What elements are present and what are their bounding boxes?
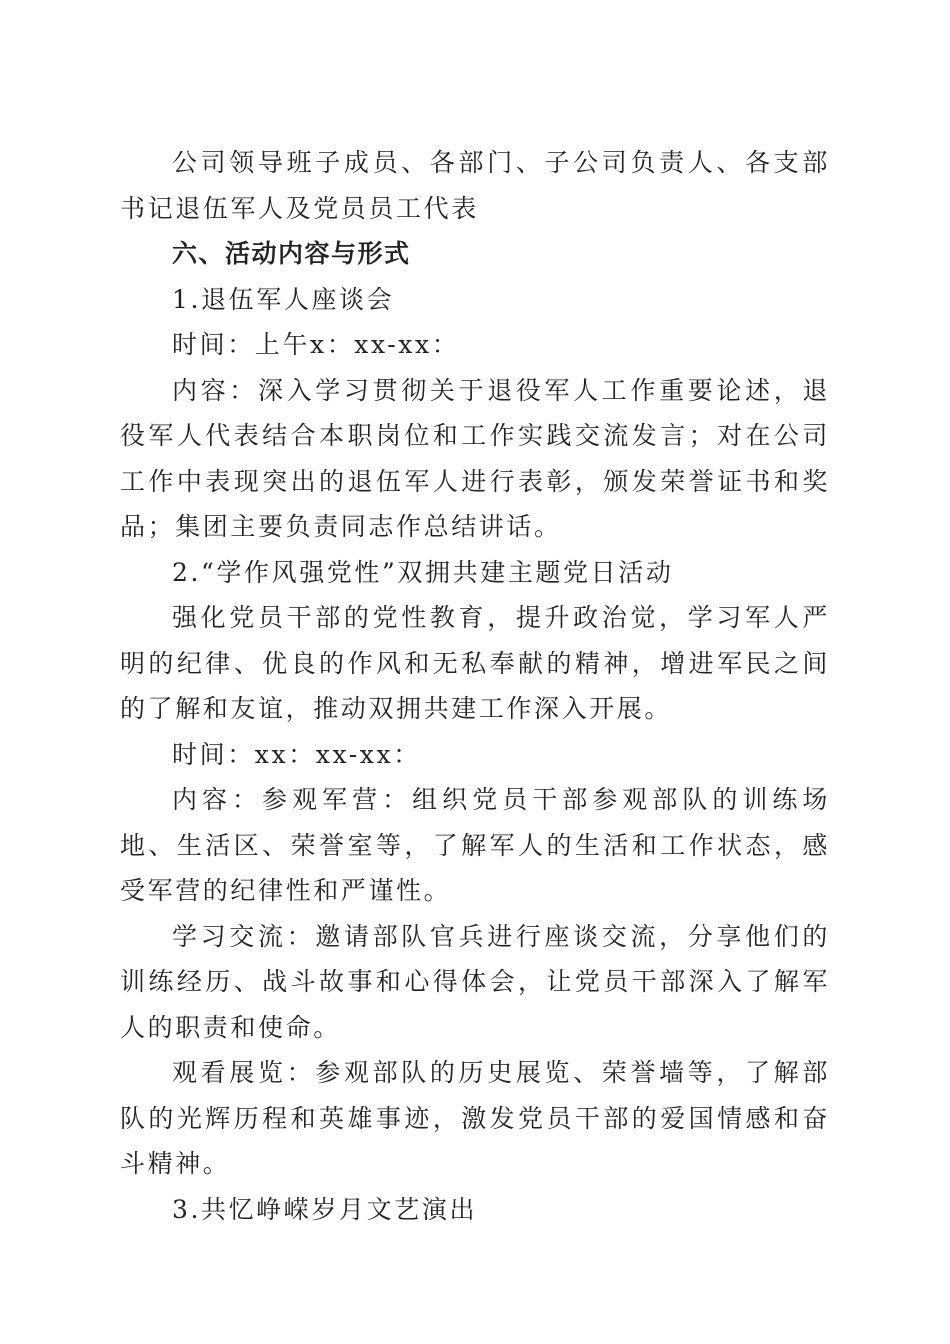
subheading-veterans-forum: 1.退伍军人座谈会	[172, 284, 395, 314]
party-day-content: 内容：参观军营：组织党员干部参观部队的训练场地、生活区、荣誉室等，了解军人的生活和工作状态，感受军营的纪律性和严谨性。	[120, 785, 830, 905]
party-day-time: 时间：xx：xx-xx：	[172, 739, 421, 769]
party-day-purpose: 强化党员干部的党性教育，提升政治觉，学习军人严明的纪律、优良的作风和无私奉献的精神，增进军民之间的了解和友谊，推动双拥共建工作深入开展。	[120, 603, 830, 723]
party-day-exchange: 学习交流：邀请部队官兵进行座谈交流，分享他们的训练经历、战斗故事和心得体会，让党员干部深入了解军人的职责和使命。	[120, 921, 830, 1042]
forum-time: 时间：上午x：xx-xx：	[172, 330, 460, 359]
party-day-exhibition: 观看展览：参观部队的历史展览、荣誉墙等，了解部队的光辉历程和英雄事迹，激发党员干部的爱国情感和奋斗精神。	[120, 1058, 830, 1178]
document-body	[120, 140, 830, 1232]
forum-content: 内容：深入学习贯彻关于退役军人工作重要论述，退役军人代表结合本职岗位和工作实践交流发言；对在公司工作中表现突出的退伍军人进行表彰，颁发荣誉证书和奖品；集团主要负责同志作总结讲话。	[120, 375, 830, 541]
paragraph-attendees: 公司领导班子成员、各部门、子公司负责人、各支部书记退伍军人及党员员工代表	[120, 148, 830, 223]
section-heading: 六、活动内容与形式	[172, 239, 411, 268]
subheading-party-day: 2.“学作风强党性”双拥共建主题党日活动	[172, 557, 674, 587]
subheading-performance: 3.共忆峥嵘岁月文艺演出	[172, 1194, 478, 1224]
